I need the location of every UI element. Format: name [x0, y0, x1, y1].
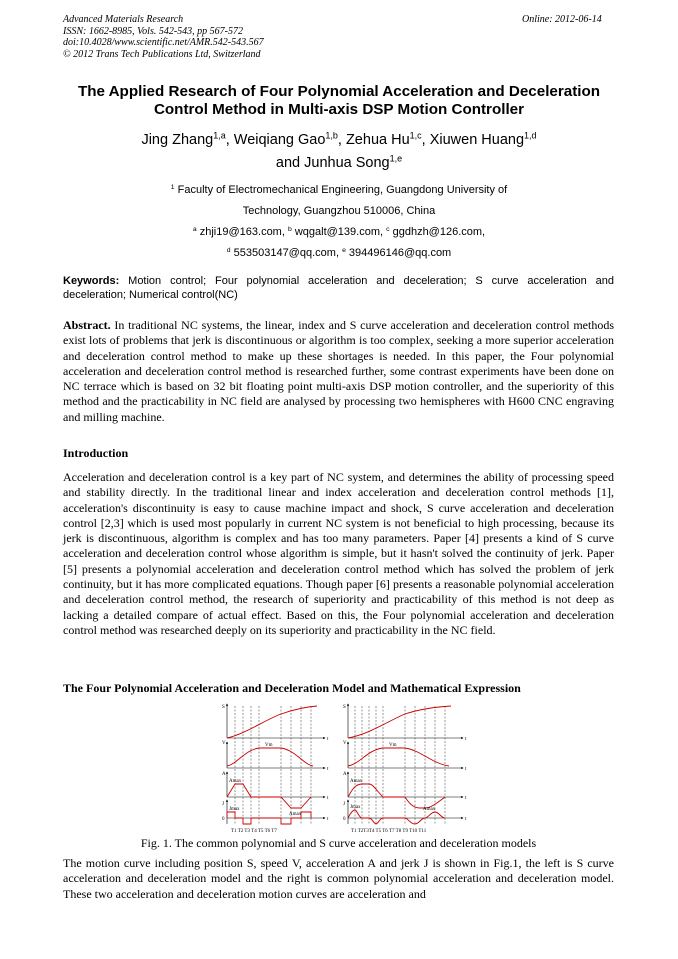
vm-label: Vm [389, 743, 397, 748]
keywords-label: Keywords: [63, 275, 120, 287]
author-sep: , [337, 132, 346, 148]
email-address: wqgalt@139.com [294, 226, 380, 238]
motion-curves-figure [205, 700, 477, 835]
author-name: Xiuwen Huang [429, 132, 525, 148]
right-time-ticks: T1 T2T3T4 T5 T6 T7 T8 T9 T10 T11 [351, 829, 427, 834]
jmax-label: Jmax [229, 807, 240, 812]
jmax-label: Jmax [350, 805, 361, 810]
affiliation-line-2: Technology, Guangzhou 510006, China [242, 205, 436, 217]
author-sep: , [225, 132, 234, 148]
axis-t: t [465, 817, 467, 822]
email-line-2 [40, 243, 638, 264]
abstract-text: In traditional NC systems, the linear, index and S curve acceleration and deceleration control methods exist lots of problems that jerk is discontinuous or algorithm is too complex, seeking a more superior acceleration and deceleration control method to make up these shortages is needed. In this paper, the Four polynomial acceleration and deceleration control method is researched further, some contrast experiments have been done on NC terrace which is based on 32 bit floating point multi-axis DSP motion controller, and the superiority of this method and the practicability in NC field are analysed by processing two hemispheres with H600 CNC engraving and milling machine. [63, 318, 615, 424]
keywords [63, 274, 614, 302]
author-sup: 1,b [325, 130, 338, 141]
s-curve-model-panel [227, 704, 325, 824]
email-sup: b [287, 225, 292, 233]
amax-label: Amax [229, 779, 242, 784]
author-name: Zehua Hu [345, 132, 410, 148]
email-sep: , [482, 226, 486, 238]
axis-t: t [465, 767, 467, 772]
abstract [63, 318, 614, 425]
affiliation-text-1: Faculty of Electromechanical Engineering, Guangdong University of [177, 184, 508, 196]
email-line-1 [40, 222, 638, 243]
copyright-line: © 2012 Trans Tech Publications Ltd, Switzerland [63, 48, 261, 60]
email-sep: , [281, 226, 288, 238]
email-sup: c [386, 225, 390, 233]
author-sup: 1,e [389, 153, 403, 164]
body-paragraph: The motion curve including position S, speed V, acceleration A and jerk J is shown in Fig.1, the left is S curve acceleration and deceleration model and the right is common polynomial acceleration and deceleration model. These two acceleration and deceleration motion curves are acceleration and [63, 856, 614, 901]
section-heading-four-polynomial: The Four Polynomial Acceleration and Deceleration Model and Mathematical Expression [63, 681, 521, 695]
axis-t: t [327, 817, 329, 822]
author-sup: 1,d [524, 130, 537, 141]
title-line-1: The Applied Research of Four Polynomial Acceleration and Deceleration [77, 83, 601, 100]
axis-t: t [327, 737, 329, 742]
author-sup: 1,c [409, 130, 422, 141]
axis-t: t [465, 796, 467, 801]
amax-label: Amax [289, 812, 302, 817]
email-address: 394496146@qq.com [348, 247, 452, 259]
axis-label-j: J [343, 802, 345, 807]
axis-label-v: V [343, 741, 347, 746]
abstract-label: Abstract. [63, 318, 111, 332]
left-time-ticks: T1 T2 T3 T4 T5 T6 T7 [231, 829, 277, 834]
issn-line: ISSN: 1662-8985, Vols. 542-543, pp 567-572 [63, 25, 243, 37]
amax-label: Amax [350, 779, 363, 784]
author-name: Junhua Song [304, 155, 390, 171]
section-heading-introduction: Introduction [63, 446, 129, 460]
email-sup: a [192, 225, 197, 233]
vm-label: Vm [265, 743, 273, 748]
email-sep: , [335, 247, 343, 259]
axis-label-s: S [343, 705, 346, 710]
author-line-2 [40, 152, 638, 175]
affiliation-sup: 1 [170, 183, 175, 191]
keywords-text: Motion control; Four polynomial acceleration and deceleration; S curve acceleration and deceleration; Numerical control(NC) [63, 275, 614, 301]
axis-zero: 0 [343, 817, 346, 822]
introduction-paragraph: Acceleration and deceleration control is a key part of NC system, and determines the ability of processing speed and stability directly. In the traditional linear and index acceleration and deceleration control methods [1], acceleration's discontinuity is easy to cause machine impact and shock, S curve acceleration and deceleration control [2,3] which is used most popularly in current NC system is not beneficial to high processing, because its jerk is discontinuous, algorithm is complex and has too many parameters. Paper [4] presents a kind of S curve acceleration and deceleration control whose algorithm is simple, but it hasn't solved the continuity of jerk. Paper [5] presents a polynomial acceleration and deceleration control method which has solved the problem of jerk continuity, but it has more complicated equations. Though paper [6] presents a reasonable polynomial acceleration and deceleration control method, the research of superiority and practicability of this method is not deep as lacking a detailed compare of actual effect. Based on this, the Four polynomial acceleration and deceleration control method was researched deeply on its superiority and practicability in the NC field. [63, 470, 614, 637]
online-date: Online: 2012-06-14 [522, 14, 602, 25]
amax-label: Amax [423, 807, 436, 812]
email-address: zhji19@163.com [199, 226, 282, 238]
author-sup: 1,a [213, 130, 226, 141]
title-line-2: Control Method in Multi-axis DSP Motion Controller [153, 101, 525, 118]
figure-caption: Fig. 1. The common polynomial and S curve acceleration and deceleration models [140, 836, 537, 850]
email-sup: e [342, 246, 346, 254]
axis-label-j: J [222, 802, 224, 807]
email-sup: d [226, 246, 231, 254]
email-address: 553503147@qq.com [233, 247, 336, 259]
author-prefix: and [275, 155, 305, 171]
affiliation-line-1 [40, 180, 638, 201]
axis-zero: 0 [222, 817, 225, 822]
axis-label-s: S [222, 705, 225, 710]
email-sep: , [380, 226, 387, 238]
paper-title [40, 83, 638, 119]
axis-label-a: A [343, 772, 347, 777]
affiliation-block [40, 180, 638, 264]
author-name: Weiqiang Gao [233, 132, 326, 148]
polynomial-model-panel [348, 704, 463, 824]
axis-label-a: A [222, 772, 226, 777]
axis-label-v: V [222, 741, 226, 746]
doi-line: doi:10.4028/www.scientific.net/AMR.542-543.567 [63, 37, 264, 48]
journal-header [63, 14, 264, 60]
author-sep: , [421, 132, 430, 148]
author-name: Jing Zhang [141, 132, 214, 148]
journal-name: Advanced Materials Research [63, 14, 184, 25]
author-line-1 [40, 129, 638, 152]
axis-t: t [327, 796, 329, 801]
email-address: ggdhzh@126.com [392, 226, 483, 238]
author-list [40, 129, 638, 175]
axis-t: t [465, 737, 467, 742]
axis-t: t [327, 767, 329, 772]
